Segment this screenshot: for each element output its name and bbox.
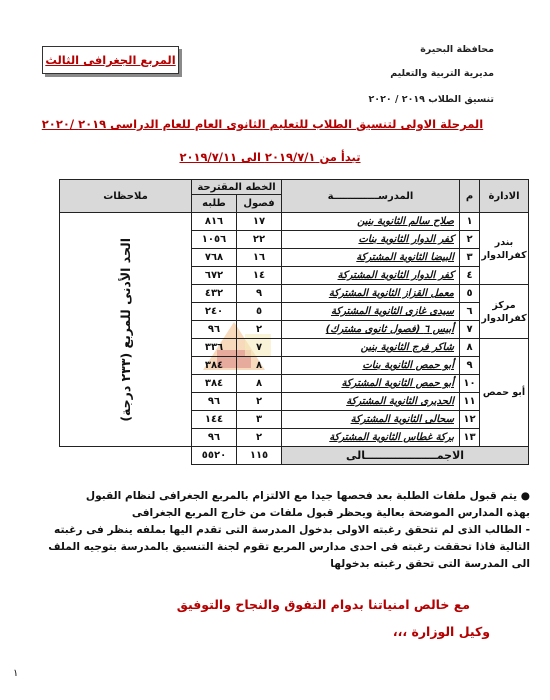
note-bullet-1: ● يتم قبول ملفات الطلبة بعد فحصها جيدا مع الالتزام بالمربع الجغرافى لنظام القبول [85,490,530,502]
classes-count: ١٧ [237,213,282,231]
students-count: ٣٨٤ [192,375,237,393]
school-name: كفر الدوار الثانوية المشتركة [282,267,460,285]
classes-count: ٣ [237,411,282,429]
undersecretary-signature: وكيل الوزارة ،،، [392,624,490,639]
header-governorate: محافظة البحيرة [420,44,494,55]
min-score-note: الحد الأدنى للمربع (٢٣٣ درجة) [118,237,133,422]
header-directorate: مديرية التربية والتعليم [390,68,494,79]
row-number: ١٠ [460,375,480,393]
row-number: ٤ [460,267,480,285]
row-number: ٨ [460,339,480,357]
students-count: ٦٧٢ [192,267,237,285]
row-number: ٥ [460,285,480,303]
date-range: تبدأ من ٢٠١٩/٧/١ الى ٢٠١٩/٧/١١ [179,150,361,164]
classes-count: ٢ [237,429,282,447]
total-row [60,447,529,465]
students-count: ٧٦٨ [192,249,237,267]
header-school: المدرســـــــــــــة [282,180,460,213]
row-number: ١٢ [460,411,480,429]
total-classes: ١١٥ [237,447,282,465]
classes-count: ٢ [237,393,282,411]
school-name: شاكر فرج الثانوية بنين [282,339,460,357]
students-count: ٩٦ [192,393,237,411]
students-count: ٣٨٤ [192,357,237,375]
classes-count: ٩ [237,285,282,303]
header-coordination: تنسيق الطلاب ٢٠١٩ / ٢٠٢٠ [368,94,494,105]
row-number: ١١ [460,393,480,411]
idara-cell: بندر كفرالدوار [480,213,529,285]
schools-table [59,179,529,465]
notes-cell [60,213,192,447]
students-count: ٢٤٠ [192,303,237,321]
row-number: ٦ [460,303,480,321]
classes-count: ٢ [237,321,282,339]
row-number: ٧ [460,321,480,339]
header-num: م [460,180,480,213]
students-count: ١٠٥٦ [192,231,237,249]
classes-count: ١٤ [237,267,282,285]
row-number: ٢ [460,231,480,249]
total-students: ٥٥٢٠ [192,447,237,465]
header-plan: الخطه المقترحة [192,180,282,195]
header-students: طلبه [192,195,237,213]
students-count: ٣٣٦ [192,339,237,357]
students-count: ١٤٤ [192,411,237,429]
school-name: معمل القزاز الثانوية المشتركة [282,285,460,303]
page-title: المرحلة الاولى لتنسيق الطلاب للتعليم الثانوى العام للعام الدراسى ٢٠١٩ /٢٠٢٠ [41,117,484,131]
notes-block [25,488,530,573]
students-count: ٩٦ [192,429,237,447]
school-name: أبو حمص الثانوية بنات [282,357,460,375]
school-name: كفر الدوار الثانوية بنات [282,231,460,249]
school-name: أبيس ٦ (فصول ثانوى مشترك) [282,321,460,339]
school-name: بركة غطاس الثانوية المشتركة [282,429,460,447]
closing-wishes: مع خالص امنياتنا بدوام التفوق والنجاح والتوفيق [176,597,470,612]
classes-count: ٨ [237,357,282,375]
students-count: ٨١٦ [192,213,237,231]
note-line-4: التالية فاذا تحققت رغبته فى احدى مدارس المربع تقوم لجنة التنسيق بالمدرسة بتوجيه الملف [48,541,530,553]
page-number: ١ [13,668,19,679]
header-notes: ملاحظات [60,180,192,213]
empty-cell [60,447,192,465]
classes-count: ٨ [237,375,282,393]
school-name: صلاح سالم الثانوية بنين [282,213,460,231]
idara-cell: أبو حمص [480,339,529,447]
row-number: ١ [460,213,480,231]
classes-count: ١٦ [237,249,282,267]
school-name: البيضا الثانوية المشتركة [282,249,460,267]
school-name: الحديرى الثانوية المشتركة [282,393,460,411]
students-count: ٩٦ [192,321,237,339]
school-name: سيدى غازى الثانوية المشتركة [282,303,460,321]
header-classes: فصول [237,195,282,213]
row-number: ١٣ [460,429,480,447]
school-name: أبو حمص الثانوية المشتركة [282,375,460,393]
square-badge: المربع الجغرافى الثالث [42,46,179,74]
total-label: الاجمـــــــــــــــــــالى [282,447,529,465]
classes-count: ٢٢ [237,231,282,249]
row-number: ٩ [460,357,480,375]
note-line-5: الى المدرسة التى تحقق رغبته بدخولها [330,558,530,570]
row-number: ٣ [460,249,480,267]
idara-cell: مركز كفرالدوار [480,285,529,339]
table-row [60,213,529,231]
students-count: ٤٣٢ [192,285,237,303]
classes-count: ٥ [237,303,282,321]
note-line-3: - الطالب الذى لم تتحقق رغبته الاولى بدخول المدرسة التى تقدم اليها بملفه ينظر فى رغبته [54,524,530,536]
header-idara: الادارة [480,180,529,213]
note-line-2: بهذه المدارس الموضحة بعالية ويحظر قبول ملفات من خارج المربع الجغرافى [131,507,530,519]
school-name: سحالى الثانوية المشتركة [282,411,460,429]
classes-count: ٧ [237,339,282,357]
table-body [60,213,529,465]
